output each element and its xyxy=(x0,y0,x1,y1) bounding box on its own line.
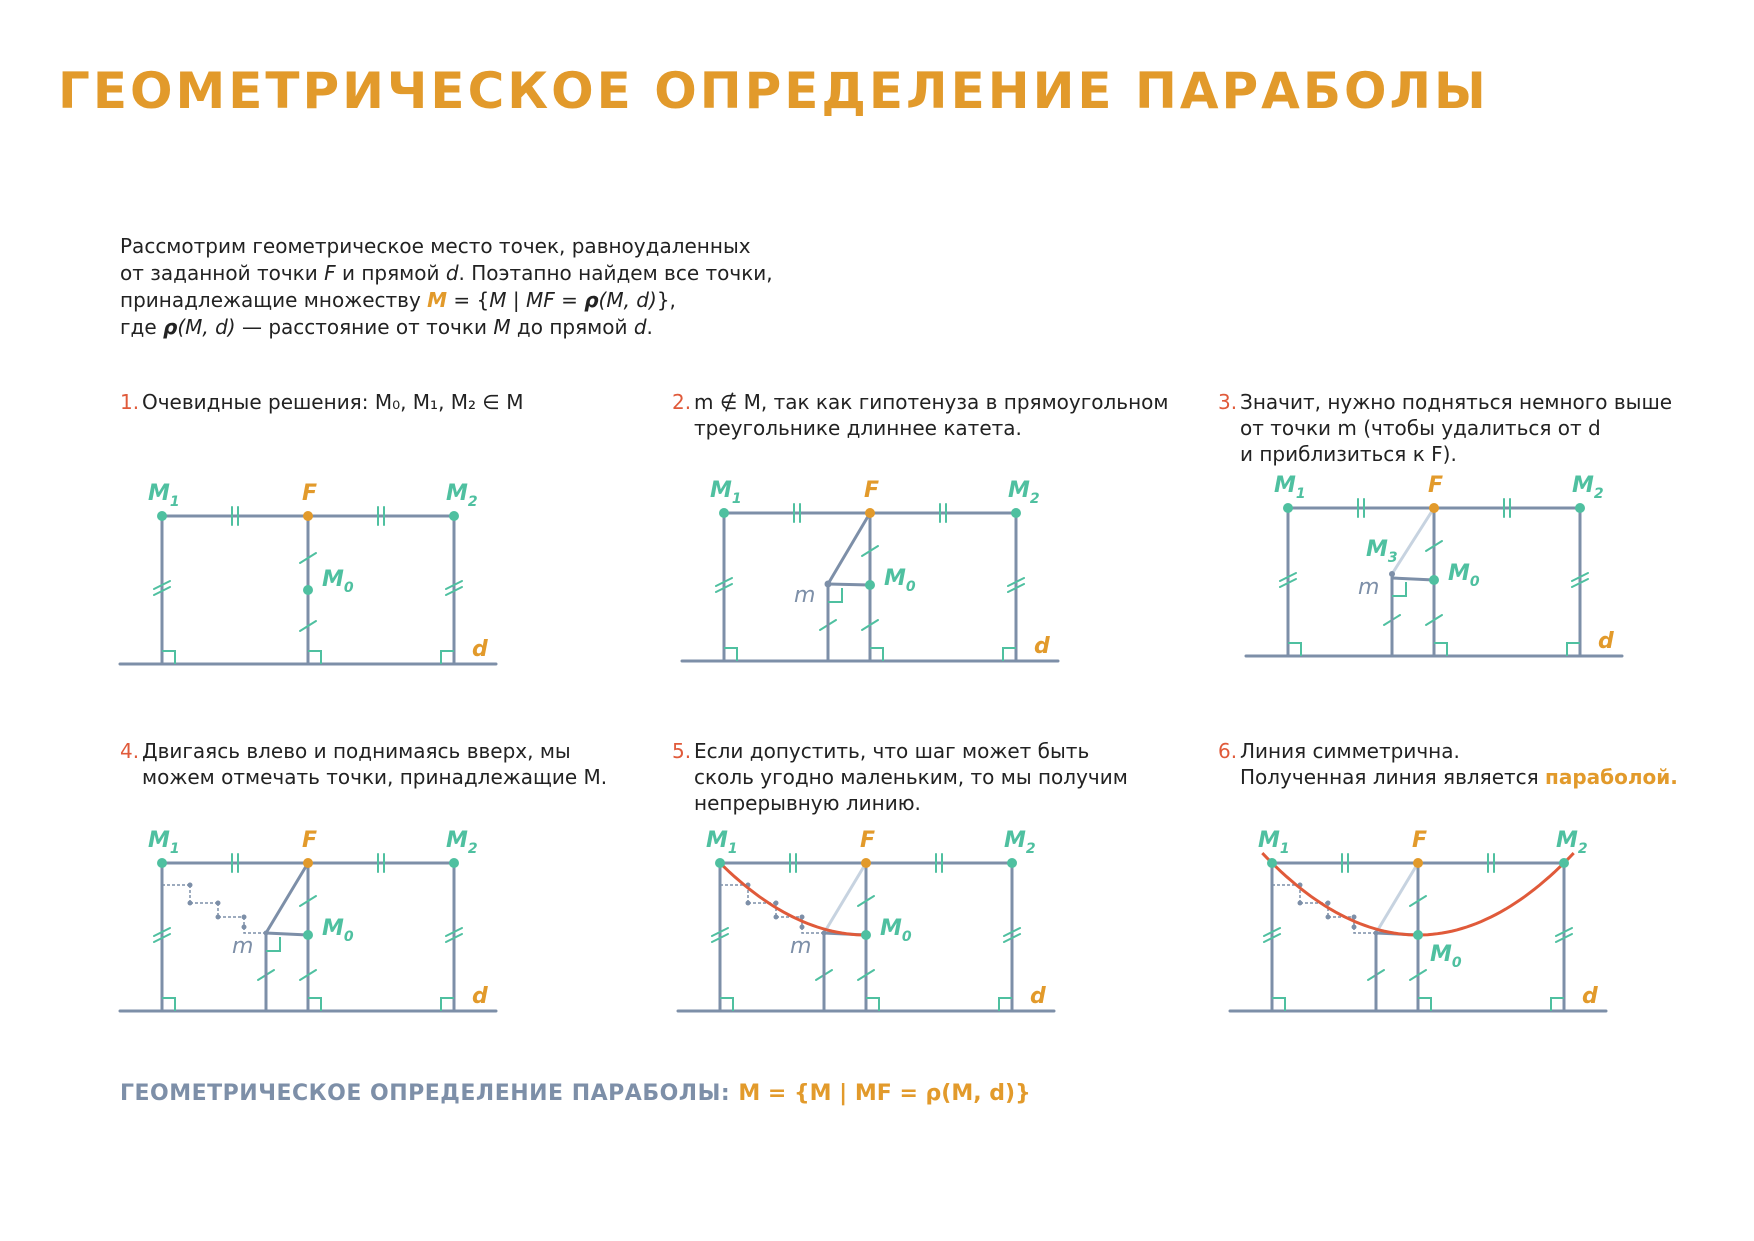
segment-m-M0 xyxy=(266,933,308,935)
right-angle-mark xyxy=(266,937,280,951)
diagram-step-4 xyxy=(120,828,496,1011)
step-1-caption: 1. Очевидные решения: M₀, M₁, M₂ ∈ M xyxy=(120,390,524,414)
right-angle-mark xyxy=(720,998,733,1011)
step-5-caption: 5. Если допустить, что шаг может быть сколь угодно маленьким, то мы получим непрерывную линию. xyxy=(672,739,1128,815)
right-angle-mark xyxy=(870,648,883,661)
label-M2: $M_2$ xyxy=(1572,473,1604,502)
point-M1 xyxy=(157,511,167,521)
label-m: m xyxy=(232,934,254,959)
right-angle-mark xyxy=(828,588,842,602)
point-M1 xyxy=(1267,858,1277,868)
segment-m-M0 xyxy=(828,584,870,585)
point-M0 xyxy=(861,930,871,940)
right-angle-mark xyxy=(1567,643,1580,656)
set-symbol: M xyxy=(427,288,448,312)
point-M1 xyxy=(715,858,725,868)
point-F xyxy=(1429,503,1439,513)
point-M2 xyxy=(1559,858,1569,868)
intro-line-2: от заданной точки F и прямой d. Поэтапно найдем все точки, xyxy=(120,261,773,285)
parabola-word: параболой. xyxy=(1545,765,1678,789)
point-M1 xyxy=(1283,503,1293,513)
right-angle-mark xyxy=(1551,998,1564,1011)
step-3-caption: 3. Значит, нужно подняться немного выше от точки m (чтобы удалиться от d и приблизиться к F). xyxy=(1218,390,1673,466)
right-angle-mark xyxy=(441,998,454,1011)
label-M1: $M_1$ xyxy=(148,481,180,510)
page-title: ГЕОМЕТРИЧЕСКОЕ ОПРЕДЕЛЕНИЕ ПАРАБОЛЫ xyxy=(58,62,1489,120)
label-M0: $M_0$ xyxy=(1430,942,1462,971)
label-M2: $M_2$ xyxy=(1008,478,1040,507)
point-F xyxy=(303,511,313,521)
label-M0: $M_0$ xyxy=(884,566,916,595)
step-2-caption: 2. m ∉ M, так как гипотенуза в прямоугольном треугольнике длиннее катета. xyxy=(672,390,1169,440)
right-angle-mark xyxy=(1434,643,1447,656)
segment-m-M0 xyxy=(1392,578,1434,580)
point-M1 xyxy=(157,858,167,868)
hypotenuse-mF xyxy=(828,513,870,584)
right-angle-mark xyxy=(1392,582,1406,596)
right-angle-mark xyxy=(308,651,321,664)
point-F xyxy=(861,858,871,868)
label-F: F xyxy=(864,478,880,503)
step-4-caption: 4. Двигаясь влево и поднимаясь вверх, мы можем отмечать точки, принадлежащие M. xyxy=(120,739,608,789)
diagram-step-3 xyxy=(1246,473,1622,656)
right-angle-mark xyxy=(1272,998,1285,1011)
point-M2 xyxy=(449,858,459,868)
hypotenuse-mF xyxy=(266,863,308,933)
label-M0: $M_0$ xyxy=(880,916,912,945)
point-M0 xyxy=(303,930,313,940)
intro-line-3: принадлежащие множеству M = {M | MF = ρ(M, d)}, xyxy=(120,288,676,312)
point-M2 xyxy=(1011,508,1021,518)
label-d: d xyxy=(1034,634,1050,659)
footer-definition: ГЕОМЕТРИЧЕСКОЕ ОПРЕДЕЛЕНИЕ ПАРАБОЛЫ: M = {M | MF = ρ(M, d)} xyxy=(120,1081,1031,1106)
right-angle-mark xyxy=(441,651,454,664)
label-m: m xyxy=(1358,575,1380,600)
right-angle-mark xyxy=(1288,643,1301,656)
label-M0: $M_0$ xyxy=(322,916,354,945)
label-M1: $M_1$ xyxy=(1274,473,1306,502)
right-angle-mark xyxy=(162,998,175,1011)
label-M0: $M_0$ xyxy=(1448,561,1480,590)
segment-mF xyxy=(824,863,866,933)
label-d: d xyxy=(1582,984,1598,1009)
point-M1 xyxy=(719,508,729,518)
label-F: F xyxy=(302,828,318,853)
label-d: d xyxy=(472,637,488,662)
segment-M3F xyxy=(1392,508,1434,574)
label-d: d xyxy=(1030,984,1046,1009)
right-angle-mark xyxy=(308,998,321,1011)
label-M0: $M_0$ xyxy=(322,567,354,596)
right-angle-mark xyxy=(866,998,879,1011)
right-angle-mark xyxy=(162,651,175,664)
diagram-step-5 xyxy=(678,828,1054,1011)
label-M2: $M_2$ xyxy=(446,481,478,510)
label-M2: $M_2$ xyxy=(1556,828,1588,857)
staircase-point xyxy=(1374,931,1379,936)
right-angle-mark xyxy=(999,998,1012,1011)
right-angle-mark xyxy=(724,648,737,661)
label-F: F xyxy=(1412,828,1428,853)
staircase-point xyxy=(264,931,269,936)
point-M0 xyxy=(1429,575,1439,585)
label-F: F xyxy=(860,828,876,853)
label-M2: $M_2$ xyxy=(446,828,478,857)
diagram-step-6 xyxy=(1230,828,1606,1011)
label-F: F xyxy=(302,481,318,506)
label-M2: $M_2$ xyxy=(1004,828,1036,857)
point-F xyxy=(865,508,875,518)
point-F xyxy=(303,858,313,868)
point-M2 xyxy=(1575,503,1585,513)
label-M1: $M_1$ xyxy=(148,828,180,857)
intro-line-4: где ρ(M, d) — расстояние от точки M до прямой d. xyxy=(120,315,653,339)
label-M1: $M_1$ xyxy=(706,828,738,857)
label-d: d xyxy=(472,984,488,1009)
point-F xyxy=(1413,858,1423,868)
point-M2 xyxy=(449,511,459,521)
label-M3: $M_3$ xyxy=(1366,537,1398,566)
label-M1: $M_1$ xyxy=(710,478,742,507)
staircase-point xyxy=(822,931,827,936)
intro-line-1: Рассмотрим геометрическое место точек, равноудаленных xyxy=(120,234,751,258)
step-6-caption: 6. Линия симметрична. Полученная линия является параболой. xyxy=(1218,739,1678,789)
diagram-step-2 xyxy=(682,478,1058,661)
label-d: d xyxy=(1598,629,1614,654)
label-m: m xyxy=(790,934,812,959)
right-angle-mark xyxy=(1003,648,1016,661)
point-M2 xyxy=(1007,858,1017,868)
label-F: F xyxy=(1428,473,1444,498)
diagram-step-1 xyxy=(120,481,496,664)
staircase-step xyxy=(244,927,266,933)
label-M1: $M_1$ xyxy=(1258,828,1290,857)
point-M0 xyxy=(303,585,313,595)
point-m xyxy=(825,581,832,588)
right-angle-mark xyxy=(1418,998,1431,1011)
segment-mF xyxy=(1376,863,1418,933)
point-M3 xyxy=(1389,571,1395,577)
label-m: m xyxy=(794,583,816,608)
point-M0 xyxy=(1413,930,1423,940)
point-M0 xyxy=(865,580,875,590)
